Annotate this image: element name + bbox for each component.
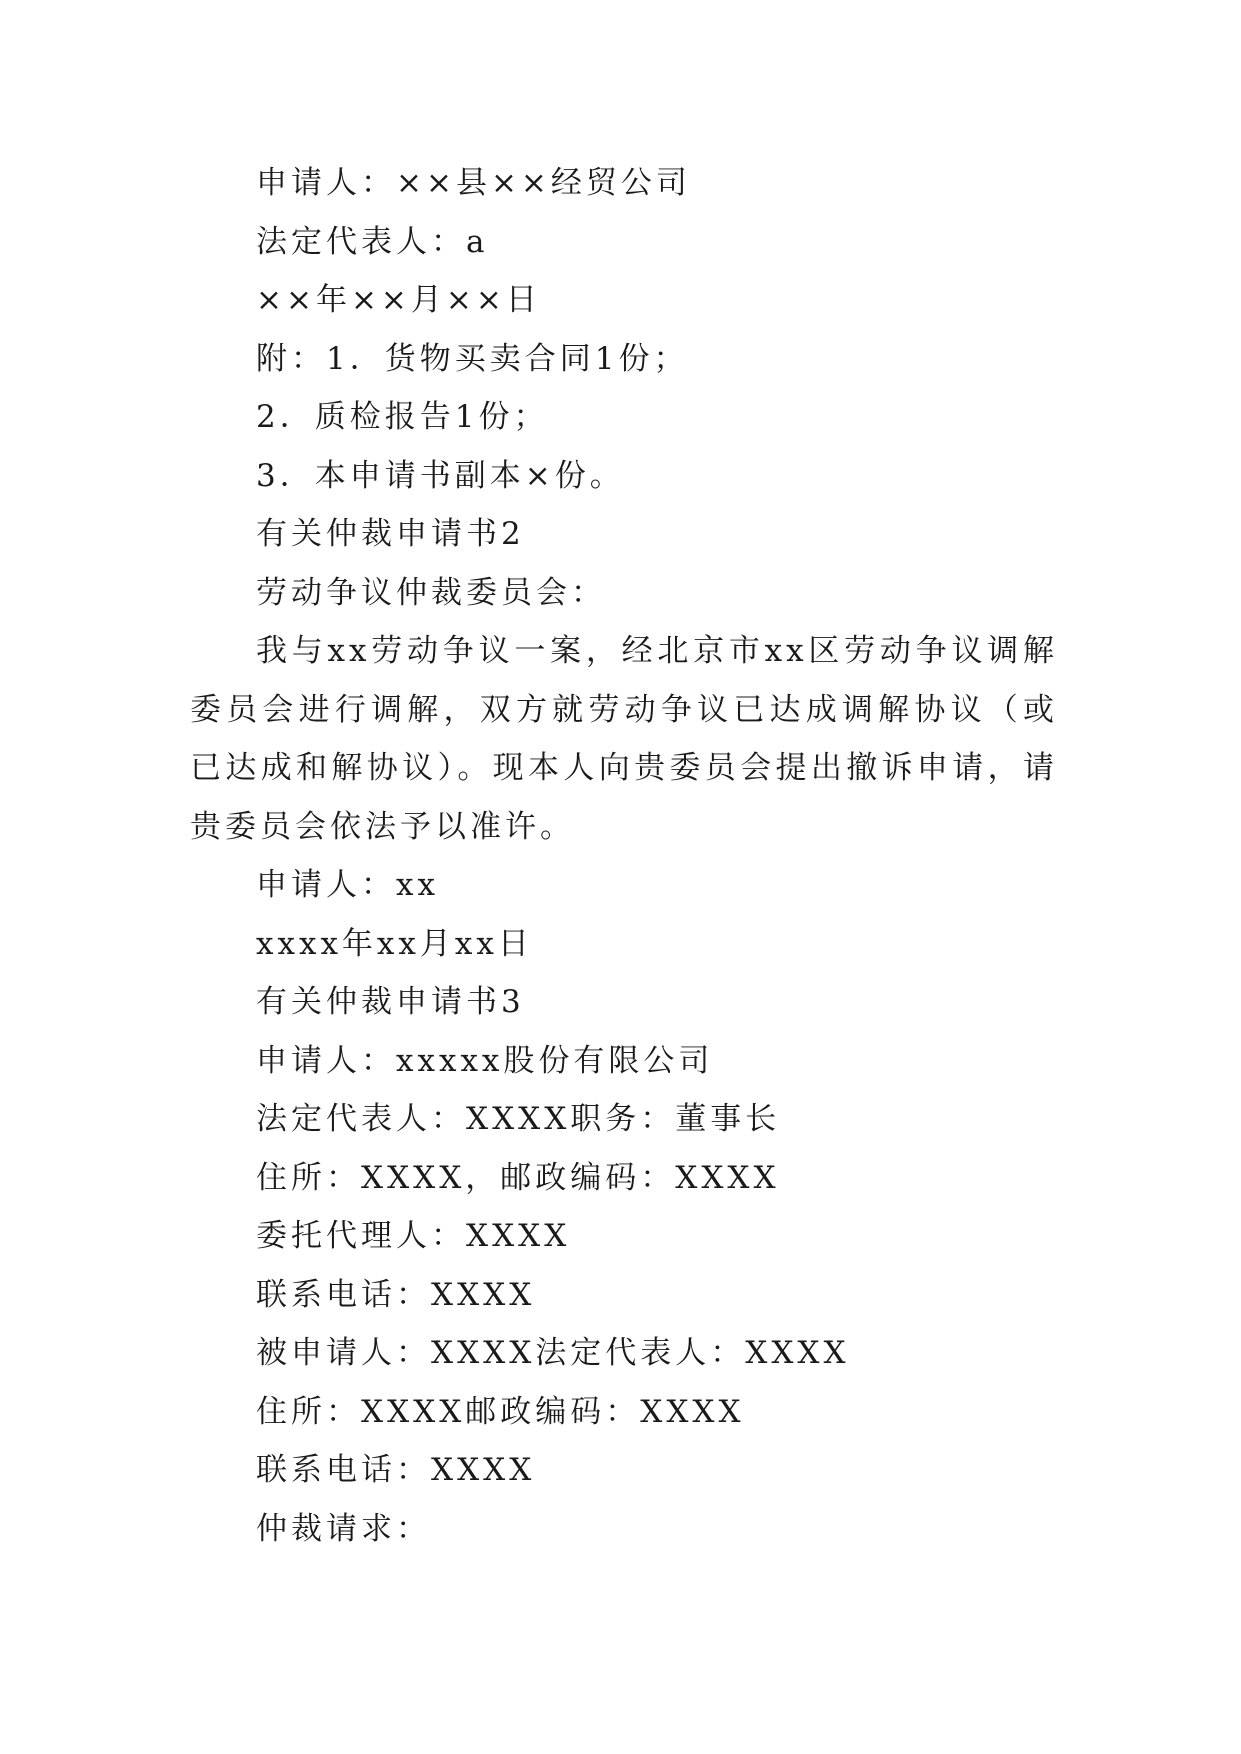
section-heading-3: 有关仲裁申请书3 (256, 984, 525, 1020)
agent-line: 委托代理人：XXXX (256, 1218, 571, 1254)
attachment-line-2: 2．质检报告1份； (256, 399, 549, 435)
respondent-line: 被申请人：XXXX法定代表人：XXXX (256, 1335, 850, 1371)
phone-line: 联系电话：XXXX (256, 1276, 536, 1313)
applicant-line-3: 申请人：xxxxx股份有限公司 (256, 1042, 714, 1079)
applicant-line-2: 申请人：xx (256, 867, 439, 903)
respondent-address-line: 住所：XXXX邮政编码：XXXX (256, 1393, 745, 1430)
arbitration-claims-heading: 仲裁请求： (256, 1510, 431, 1547)
body-paragraph: 我与xx劳动争议一案，经北京市xx区劳动争议调解委员会进行调解，双方就劳动争议已达成调解协议（或已达成和解协议）。现本人向贵委员会提出撤诉申请，请贵委员会依法予以准许。 (190, 633, 1058, 845)
attachment-line-3: 3．本申请书副本×份。 (256, 457, 625, 494)
attachment-line-1: 附：1．货物买卖合同1份； (256, 340, 689, 377)
legal-representative-line-3: 法定代表人：XXXX职务：董事长 (256, 1101, 781, 1137)
document-body (190, 154, 1058, 1558)
date-line: ××年××月××日 (256, 282, 541, 318)
date-line-2: xxxx年xx月xx日 (256, 925, 533, 962)
legal-representative-line: 法定代表人：a (256, 223, 489, 260)
addressee-line: 劳动争议仲裁委员会： (256, 574, 606, 611)
section-heading-2: 有关仲裁申请书2 (256, 516, 525, 552)
address-line: 住所：XXXX，邮政编码：XXXX (256, 1159, 780, 1196)
respondent-phone-line: 联系电话：XXXX (256, 1452, 536, 1488)
applicant-line: 申请人：××县××经贸公司 (256, 165, 691, 201)
